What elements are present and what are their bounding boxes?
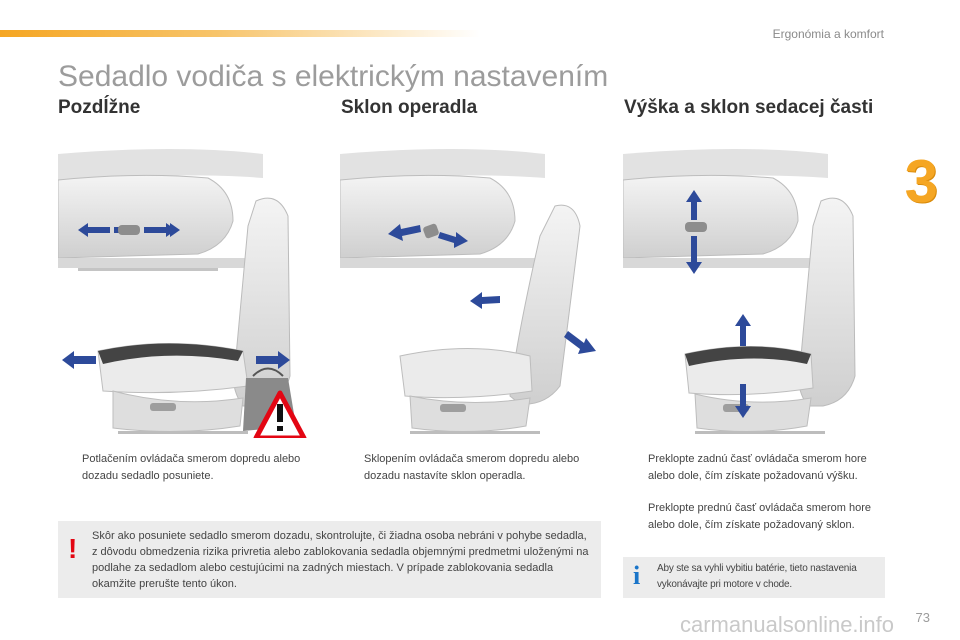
warning-text: Skôr ako posuniete sedadlo smerom dozadu, skontrolujte, či žiadna osoba nebráni v pohybe sedadla, z dôvodu obmedzenia rizika privretia alebo zablokovania sedadla objemnými predmetmi uloženými na podlahe za sedadlom alebo cestujúcimi na zadných miestach. V prípade zablokovania sedadla okamžite prerušte tento úkon.: [92, 530, 589, 590]
watermark: carmanualsonline.info: [680, 612, 895, 637]
header-accent-bar: [0, 30, 480, 37]
info-box: [623, 557, 885, 598]
seat-longitudinal-adjust-illustration: [58, 146, 320, 438]
desc-backrest-tilt: [342, 451, 597, 485]
desc-longitudinal-text: Potlačením ovládača smerom dopredu alebo dozadu sedadlo posuniete.: [82, 453, 301, 482]
seat-backrest-tilt-illustration: [340, 146, 602, 438]
desc-backrest-tilt-text: Sklopením ovládača smerom dopredu alebo dozadu nastavíte sklon operadla.: [364, 453, 580, 482]
page-number: 73: [915, 610, 930, 625]
seat-height-tilt-illustration: [623, 146, 885, 438]
info-text: Aby ste sa vyhli vybitiu batérie, tieto nastavenia vykonávajte pri motore v chode.: [657, 563, 857, 590]
exclamation-icon: !: [68, 533, 78, 564]
section-header: Ergonómia a komfort: [772, 27, 884, 41]
desc-height-text: Preklopte zadnú časť ovládača smerom hore alebo dole, čím získate požadovanú výšku.: [648, 453, 867, 482]
heading-longitudinal: Pozdĺžne: [58, 97, 141, 118]
warning-box: [58, 521, 601, 598]
desc-height: [626, 451, 881, 485]
info-icon: i: [633, 561, 641, 590]
desc-tilt-text: Preklopte prednú časť ovládača smerom hore alebo dole, čím získate požadovaný sklon.: [648, 502, 872, 531]
page-title: Sedadlo vodiča s elektrickým nastavením: [58, 60, 609, 93]
heading-height-tilt: Výška a sklon sedacej časti: [624, 97, 874, 118]
desc-tilt: [626, 500, 881, 534]
desc-longitudinal: [60, 451, 310, 485]
chapter-number: 3: [904, 148, 938, 215]
heading-backrest-tilt: Sklon operadla: [341, 97, 478, 118]
